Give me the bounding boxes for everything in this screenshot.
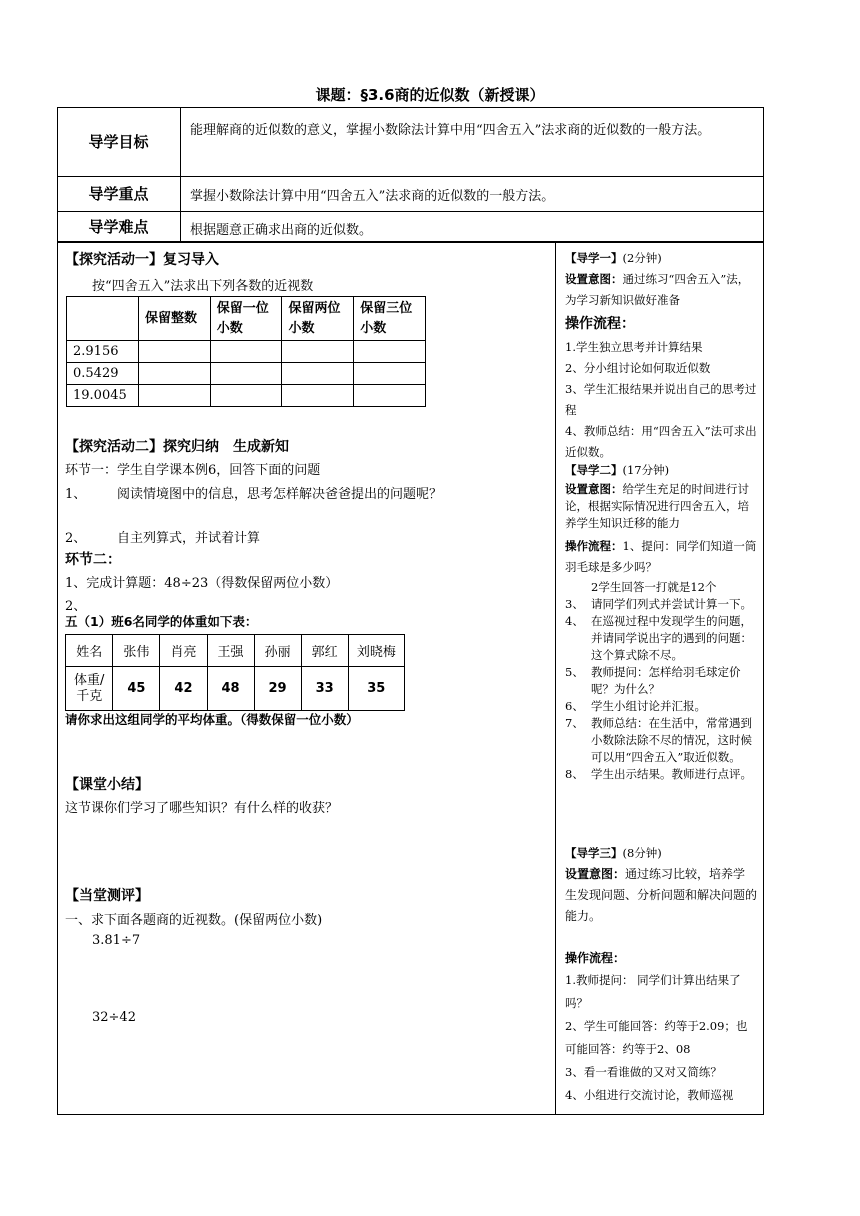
task1-text: 1、完成计算题：48÷23（得数保留两位小数） [65,576,339,591]
guide1-time: (2分钟) [622,251,662,265]
guide2-heading: 【导学二】 [565,463,623,477]
header-divider [180,107,181,242]
guide2-time: (17分钟) [622,463,670,477]
intent-label: 设置意图： [565,482,623,496]
test-heading: 【当堂测评】 [65,888,149,904]
summary-heading: 【课堂小结】 [65,777,149,793]
list-item: 5、 教师提问：怎样给羽毛球定价呢？为什么？ [565,665,741,696]
header-cell: 肖亮 [160,635,207,667]
list-item: 4、 在巡视过程中发现学生的问题，并请同学说出字的遇到的问题：这个算式除不尽。 [565,614,752,662]
list-item: 1.教师提问： 同学们计算出结果了吗？ [565,973,741,1010]
activity1-heading: 【探究活动一】复习导入 [65,252,219,268]
number-cell: 19.0045 [67,385,139,407]
list-item: 4、小组进行交流讨论，教师巡视 [565,1088,734,1102]
weight-table [65,634,405,711]
activity2-heading: 【探究活动二】探究归纳 生成新知 [65,439,289,455]
table-row [66,667,405,711]
header-cell: 姓名 [66,635,113,667]
exercise-2: 32÷42 [92,1010,136,1025]
guide2-flow: 操作流程： [565,539,623,553]
summary-text: 这节课你们学习了哪些知识？有什么样的收获？ [65,801,339,816]
guide3-heading: 【导学三】 [565,846,623,860]
task2-text: 2、 [65,599,87,614]
intent-label: 设置意图： [565,272,623,286]
intent-label: 设置意图： [565,867,626,881]
question1-text: 阅读情境图中的信息，思考怎样解决爸爸提出的问题呢？ [117,487,443,502]
weight-cell: 29 [254,667,301,711]
question2-text: 自主列算式，并试着计算 [117,531,261,546]
guide2-flow-first: 1、提问：同学们知道一筒羽毛球是多少吗？ [565,539,757,574]
guide2-block [565,460,757,783]
table-row [67,363,426,385]
weight-cell: 48 [207,667,254,711]
guide2-intent: 给学生充足的时间进行讨论，根据实际情况进行四舍五入，培养学生知识迁移的能力 [565,482,749,530]
guide3-intent: 通过练习比较，培养学生发现问题、分析问题和解决问题的能力。 [565,867,758,923]
number-cell: 0.5429 [67,363,139,385]
list-item: 2、学生可能回答：约等于2.09；也可能回答：约等于2、08 [565,1019,748,1056]
goal-text: 能理解商的近似数的意义，掌握小数除法计算中用“四舍五入”法求商的近似数的一般方法。 [190,123,711,138]
weight-cell: 33 [301,667,348,711]
header-cell: 张伟 [113,635,160,667]
header-cell: 郭红 [301,635,348,667]
column-divider [555,242,556,1115]
test-question: 一、求下面各题商的近视数。(保留两位小数) [65,913,323,928]
difficulty-text: 根据题意正确求出商的近似数。 [190,223,373,238]
exercise-1: 3.81÷7 [92,933,141,948]
list-item: 3、看一看谁做的又对又简练？ [565,1065,722,1079]
number-cell: 2.9156 [67,341,139,363]
list-item: 1.学生独立思考并计算结果 [565,340,703,354]
col-header: 保留一位小数 [210,297,282,341]
question2-number: 2、 [65,531,87,546]
table-row [67,341,426,363]
weight-cell: 45 [113,667,160,711]
guide1-block [565,248,757,463]
focus-text: 掌握小数除法计算中用“四舍五入”法求商的近似数的一般方法。 [190,189,555,204]
header-cell: 刘晓梅 [348,635,404,667]
weight-cell: 35 [348,667,404,711]
step1-text: 环节一：学生自学课本例6，回答下面的问题 [65,463,321,478]
list-item: 7、 教师总结：在生活中，常常遇到小数除法除不尽的情况，这时候可以用“四舍五入”取近似数。 [565,716,752,764]
list-item: 4、教师总结：用“四舍五入”法可求出近似数。 [565,424,757,459]
difficulty-label: 导学难点 [88,218,149,236]
col-header: 保留三位小数 [354,297,426,341]
guide3-time: (8分钟) [622,846,662,860]
activity1-instruction: 按“四舍五入”法求出下列各数的近视数 [92,279,314,294]
list-item: 3、学生汇报结果并说出自己的思考过程 [565,382,757,417]
col-header: 保留两位小数 [282,297,354,341]
weight-cell: 42 [160,667,207,711]
list-item: 2、分小组讨论如何取近似数 [565,361,711,375]
col-header: 保留整数 [138,297,210,341]
guide1-intent: 通过练习“四舍五入”法，为学习新知识做好准备 [565,272,750,307]
header-cell: 王强 [207,635,254,667]
question1-number: 1、 [65,487,87,502]
table-row [67,385,426,407]
goal-label: 导学目标 [88,133,149,151]
weight-question: 请你求出这组同学的平均体重。（得数保留一位小数） [65,712,359,727]
header-cell: 孙丽 [254,635,301,667]
guide3-flow: 操作流程： [565,951,626,965]
list-item: 8、 学生出示结果。教师进行点评。 [565,767,752,781]
focus-label: 导学重点 [88,185,149,203]
guide1-flow: 操作流程： [565,316,635,332]
page-title: 课题：§3.6商的近似数（新授课） [315,86,545,104]
list-item: 3、 请同学们列式并尝试计算一下。 [565,597,752,611]
guide3-block [565,843,757,1107]
guide1-heading: 【导学一】 [565,251,623,265]
guide2-answer: 2学生回答一打就是12个 [591,580,717,594]
list-item: 6、 学生小组讨论并汇报。 [565,699,706,713]
rounding-table [66,296,426,407]
weight-caption: 五（1）班6名同学的体重如下表： [65,614,258,629]
step2-heading: 环节二： [65,552,121,568]
row-label: 体重/千克 [66,667,113,711]
table-row [66,635,405,667]
